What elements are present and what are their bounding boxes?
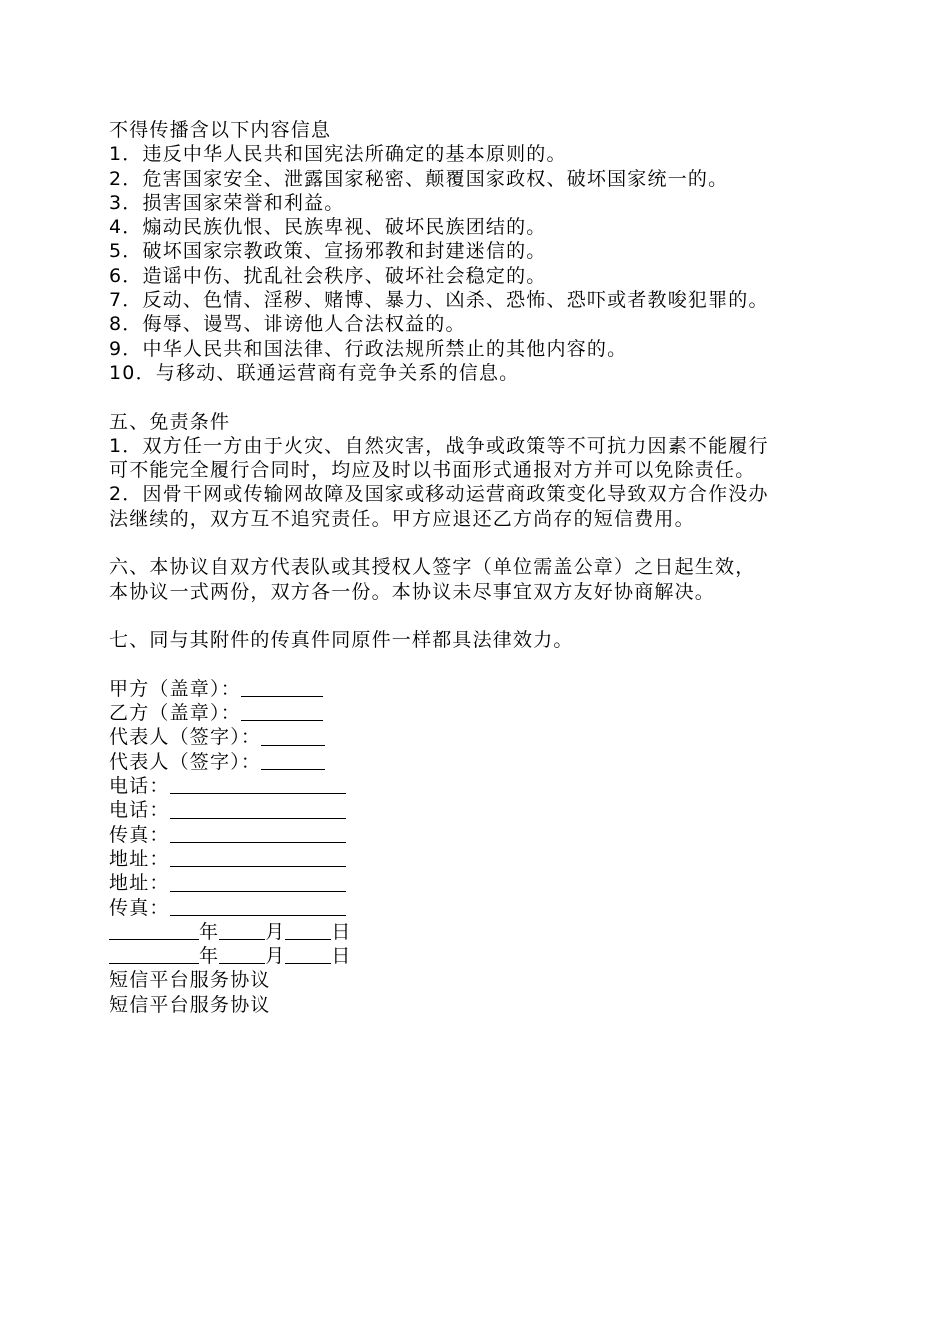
- prohibited-item-4: 4．煽动民族仇恨、民族卑视、破坏民族团结的。: [109, 216, 547, 239]
- signature-party-a-seal: [109, 677, 844, 701]
- signature-blank[interactable]: [241, 678, 323, 697]
- day-blank[interactable]: [285, 921, 331, 940]
- day-blank[interactable]: [285, 945, 331, 964]
- signature-fax-b: [109, 896, 844, 920]
- spacer: [109, 385, 844, 409]
- year-label: 年: [199, 920, 220, 943]
- prohibited-item-7: 7．反动、色情、淫秽、赌博、暴力、凶杀、恐怖、恐吓或者教唆犯罪的。: [109, 289, 769, 312]
- month-blank[interactable]: [219, 921, 265, 940]
- year-blank[interactable]: [109, 945, 199, 964]
- signature-label: 地址：: [109, 872, 170, 895]
- signature-label: 乙方（盖章）：: [109, 702, 241, 725]
- section5-clause2-line1: 2．因骨干网或传输网故障及国家或移动运营商政策变化导致双方合作没办: [109, 483, 769, 506]
- prohibited-item-8: 8．侮辱、谩骂、诽谤他人合法权益的。: [109, 313, 466, 336]
- prohibited-item-9: 9．中华人民共和国法律、行政法规所禁止的其他内容的。: [109, 337, 628, 360]
- signature-label: 传真：: [109, 823, 170, 846]
- signature-fax-a: [109, 823, 844, 847]
- signature-blank[interactable]: [261, 751, 325, 770]
- signature-label: 电话：: [109, 799, 170, 822]
- signature-label: 地址：: [109, 847, 170, 870]
- signature-representative-a: [109, 725, 844, 749]
- year-blank[interactable]: [109, 921, 199, 940]
- section5-clause1-line2: 可不能完全履行合同时，均应及时以书面形式通报对方并可以免除责任。: [109, 459, 756, 482]
- footer-title-2: 短信平台服务协议: [109, 993, 271, 1016]
- spacer: [109, 531, 844, 555]
- signature-label: 甲方（盖章）：: [109, 677, 241, 700]
- day-label: 日: [331, 945, 352, 968]
- prohibited-item-3: 3．损害国家荣誉和利益。: [109, 191, 345, 214]
- footer-title-1: 短信平台服务协议: [109, 969, 271, 992]
- section5-clause2-line2: 法继续的，双方互不追究责任。甲方应退还乙方尚存的短信费用。: [109, 507, 695, 530]
- year-label: 年: [199, 945, 220, 968]
- signature-label: 代表人（签字）：: [109, 726, 262, 749]
- signature-address-b: [109, 871, 844, 895]
- signature-blank[interactable]: [170, 873, 346, 892]
- prohibited-item-2: 2．危害国家安全、泄露国家秘密、颠覆国家政权、破坏国家统一的。: [109, 167, 729, 190]
- signature-phone-a: [109, 774, 844, 798]
- signature-blank[interactable]: [170, 897, 346, 916]
- spacer: [109, 604, 844, 628]
- signature-label: 传真：: [109, 896, 170, 919]
- date-line-b: [109, 944, 844, 968]
- month-blank[interactable]: [219, 945, 265, 964]
- signature-party-b-seal: [109, 701, 844, 725]
- signature-label: 代表人（签字）：: [109, 750, 262, 773]
- prohibited-item-10: 10．与移动、联通运营商有竞争关系的信息。: [109, 361, 520, 384]
- prohibited-item-1: 1．违反中华人民共和国宪法所确定的基本原则的。: [109, 143, 567, 166]
- spacer: [109, 653, 844, 677]
- signature-address-a: [109, 847, 844, 871]
- date-line-a: [109, 920, 844, 944]
- signature-representative-b: [109, 750, 844, 774]
- month-label: 月: [265, 945, 286, 968]
- prohibited-item-6: 6．造谣中伤、扰乱社会秩序、破坏社会稳定的。: [109, 264, 547, 287]
- document-page: [109, 118, 844, 1017]
- section6-line2: 本协议一式两份，双方各一份。本协议未尽事宜双方友好协商解决。: [109, 580, 716, 603]
- signature-blank[interactable]: [261, 727, 325, 746]
- day-label: 日: [331, 920, 352, 943]
- prohibited-item-5: 5．破坏国家宗教政策、宣扬邪教和封建迷信的。: [109, 240, 547, 263]
- section5-heading: 五、免责条件: [109, 410, 231, 433]
- signature-blank[interactable]: [170, 775, 346, 794]
- month-label: 月: [265, 920, 286, 943]
- section6-line1: 六、本协议自双方代表队或其授权人签字（单位需盖公章）之日起生效，: [109, 556, 756, 579]
- section7-text: 七、同与其附件的传真件同原件一样都具法律效力。: [109, 629, 574, 652]
- signature-phone-b: [109, 798, 844, 822]
- signature-blank[interactable]: [241, 702, 323, 721]
- prohibited-intro: 不得传播含以下内容信息: [109, 119, 332, 141]
- signature-blank[interactable]: [170, 824, 346, 843]
- signature-label: 电话：: [109, 775, 170, 798]
- signature-blank[interactable]: [170, 848, 346, 867]
- section5-clause1-line1: 1．双方任一方由于火灾、自然灾害，战争或政策等不可抗力因素不能履行: [109, 434, 769, 457]
- signature-blank[interactable]: [170, 800, 346, 819]
